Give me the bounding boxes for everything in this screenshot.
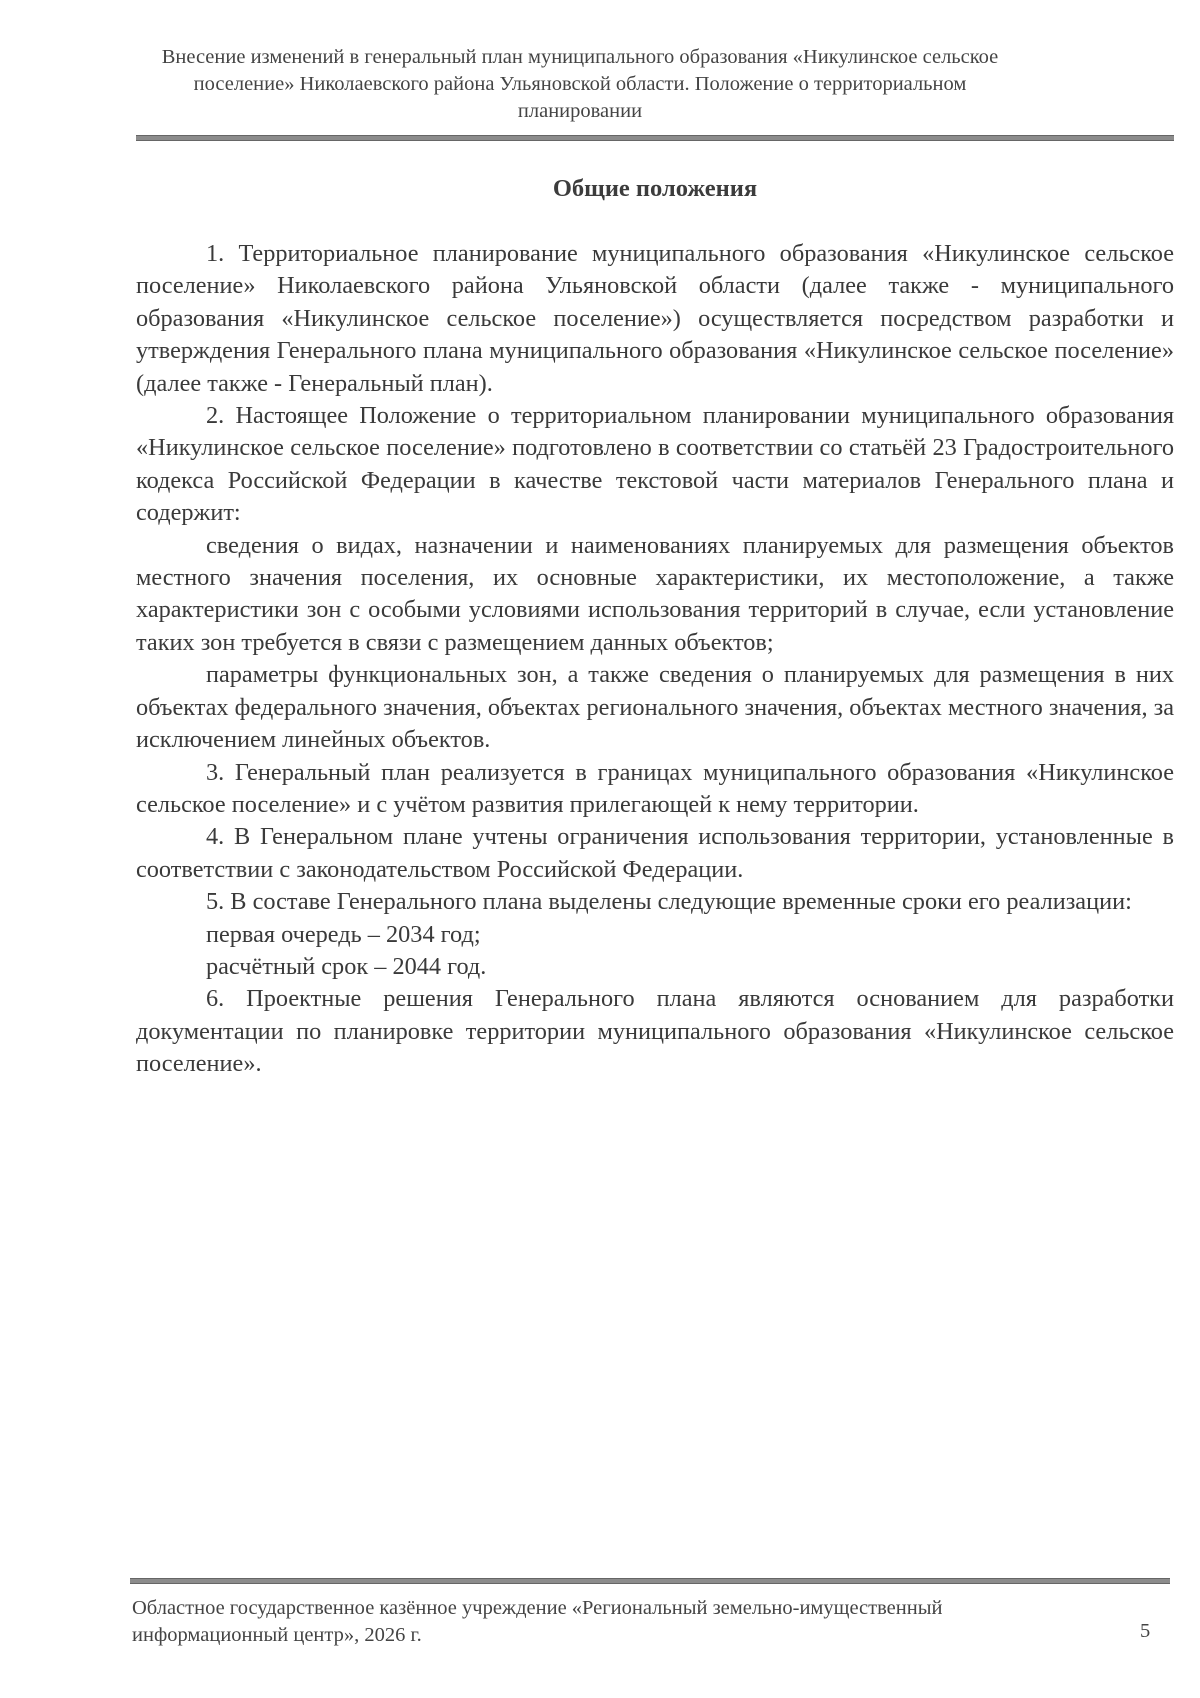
- footer-divider: [130, 1578, 1170, 1584]
- footer-line-1: Областное государственное казённое учреждение «Региональный земельно-имущественный: [132, 1597, 943, 1619]
- running-header: [140, 44, 1020, 125]
- paragraph-5-item-2: расчётный срок – 2044 год.: [206, 952, 487, 980]
- paragraph-2: 2. Настоящее Положение о территориальном планировании муниципального образования «Никулинское сельское поселение» подготовлено в соответствии со статьёй 23 Градостроительного кодекса Российской Федерации в качестве текстовой части материалов Генерального плана и содержит:: [136, 402, 1174, 527]
- paragraph-2-item-1: сведения о видах, назначении и наименованиях планируемых для размещения объектов местного значения поселения, их основные характеристики, их местоположение, а также характеристики зон с особыми условиями использования территорий в случае, если установление таких зон требуется в связи с размещением данных объектов;: [136, 531, 1174, 656]
- header-line-3: планировании: [517, 100, 643, 122]
- paragraph-3: 3. Генеральный план реализуется в границах муниципального образования «Никулинское сельское поселение» и с учётом развития прилегающей к нему территории.: [136, 758, 1174, 818]
- paragraph-4: 4. В Генеральном плане учтены ограничения использования территории, установленные в соответствии с законодательством Российской Федерации.: [136, 823, 1174, 883]
- footer-line-2: информационный центр», 2026 г.: [132, 1624, 422, 1646]
- section-title: Общие положения: [552, 175, 758, 202]
- paragraph-1: 1. Территориальное планирование муниципального образования «Никулинское сельское поселение» Николаевского района Ульяновской области (далее также - муниципального образования «Никулинское сельское поселение») осуществляется посредством разработки и утверждения Генерального плана муниципального образования «Никулинское сельское поселение» (далее также - Генеральный план).: [136, 240, 1174, 397]
- header-line-2: поселение» Николаевского района Ульяновской области. Положение о территориальном: [193, 73, 967, 95]
- paragraph-6: 6. Проектные решения Генерального плана являются основанием для разработки документации по планировке территории муниципального образования «Никулинское сельское поселение».: [136, 985, 1174, 1078]
- body-text: [136, 238, 1174, 1081]
- page-number: 5: [1140, 1620, 1151, 1642]
- header-divider: [136, 135, 1174, 141]
- paragraph-5: 5. В составе Генерального плана выделены следующие временные сроки его реализации:: [206, 888, 1132, 916]
- header-line-1: Внесение изменений в генеральный план муниципального образования «Никулинское сельское: [161, 46, 999, 68]
- paragraph-5-item-1: первая очередь – 2034 год;: [206, 920, 481, 948]
- running-footer: [132, 1595, 1112, 1649]
- paragraph-2-item-2: параметры функциональных зон, а также сведения о планируемых для размещения в них объектах федерального значения, объектах регионального значения, объектах местного значения, за исключением линейных объектов.: [136, 661, 1174, 754]
